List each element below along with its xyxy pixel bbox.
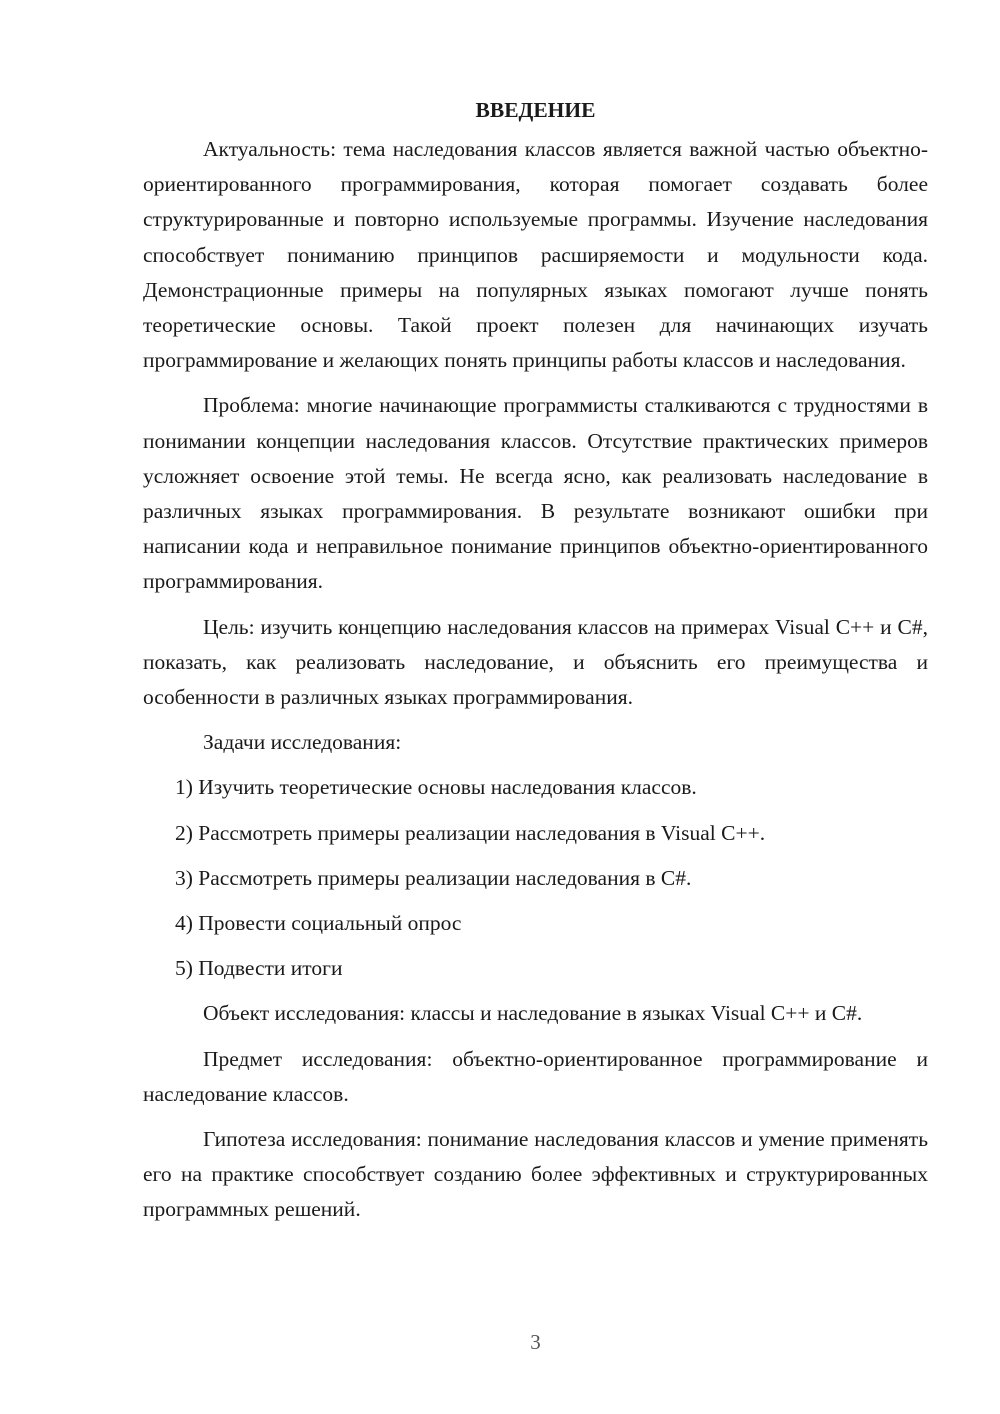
page-number: 3 [530,1330,541,1354]
goal-paragraph: Цель: изучить концепцию наследования классов на примерах Visual C++ и C#, показать, как реализовать наследование, и объяснить его преимущества и особенности в различных языках программирования. [143,614,928,710]
problem-paragraph: Проблема: многие начинающие программисты сталкиваются с трудностями в понимании концепции наследования классов. Отсутствие практических примеров усложняет освоение этой темы. Не всегда ясно, как реализовать наследование в различных языках программирования. В результате возникают ошибки при написании кода и неправильное понимание принципов объектно-ориентированного программирования. [143,393,928,594]
document-page [143,92,928,1238]
relevance-paragraph: Актуальность: тема наследования классов является важной частью объектно-ориентированного программирования, которая помогает создавать более структурированные и повторно используемые программы. Изучение наследования способствует пониманию принципов расширяемости и модульности кода. Демонстрационные примеры на популярных языках помогают лучше понять теоретические основы. Такой проект полезен для начинающих изучать программирование и желающих понять принципы работы классов и наследования. [143,137,928,373]
task-item: 2) Рассмотреть примеры реализации наследования в Visual C++. [175,820,766,845]
task-item: 3) Рассмотреть примеры реализации наследования в C#. [175,865,692,890]
tasks-heading: Задачи исследования: [203,730,402,755]
task-item: 1) Изучить теоретические основы наследования классов. [175,775,697,800]
subject-paragraph: Предмет исследования: объектно-ориентированное программирование и наследование классов. [143,1046,928,1106]
section-title: ВВЕДЕНИЕ [475,98,596,122]
task-item: 4) Провести социальный опрос [175,911,462,936]
task-item: 5) Подвести итоги [175,956,343,981]
object-paragraph: Объект исследования: классы и наследование в языках Visual C++ и C#. [203,1001,863,1026]
hypothesis-paragraph: Гипотеза исследования: понимание наследования классов и умение применять его на практике способствует созданию более эффективных и структурированных программных решений. [143,1127,928,1222]
